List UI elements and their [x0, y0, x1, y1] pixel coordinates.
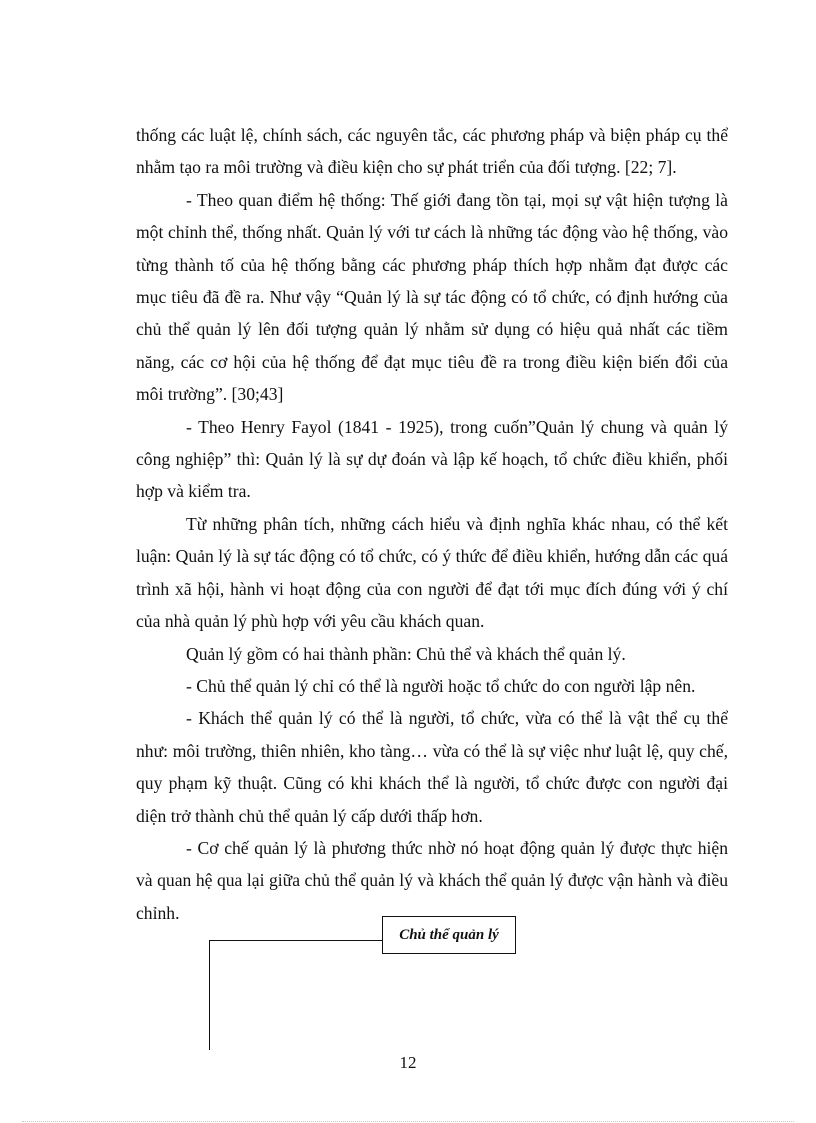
page-number: 12	[399, 1053, 417, 1072]
paragraph-conclusion: Từ những phân tích, những cách hiểu và định nghĩa khác nhau, có thể kết luận: Quản lý là sự tác động có tổ chức, có ý thức để điều khiển, hướng dẫn các quá trình xã hội, hành vi hoạt động của con người để đạt tới mục đích đúng với ý chí của nhà quản lý phù hợp với yêu cầu khách quan.	[136, 513, 728, 632]
page-bottom-divider	[22, 1121, 794, 1122]
diagram-connector-horizontal	[209, 940, 382, 941]
body-text	[136, 119, 728, 929]
paragraph-components: Quản lý gồm có hai thành phần: Chủ thể và khách thể quản lý.	[186, 643, 626, 664]
paragraph-object: - Khách thể quản lý có thể là người, tổ chức, vừa có thể là vật thể cụ thể như: môi trường, thiên nhiên, kho tàng… vừa có thể là sự việc như luật lệ, quy chế, quy phạm kỹ thuật. Cũng có khi khách thể là người, tổ chức được con người đại diện trở thành chủ thể quản lý cấp dưới thấp hơn.	[136, 708, 728, 826]
paragraph-mechanism: - Cơ chế quản lý là phương thức nhờ nó hoạt động quản lý được thực hiện và quan hệ qua lại giữa chủ thể quản lý và khách thể quản lý được vận hành và điều chỉnh.	[136, 837, 728, 923]
paragraph-system-view: - Theo quan điểm hệ thống: Thế giới đang tồn tại, mọi sự vật hiện tượng là một chỉnh thể, thống nhất. Quản lý với tư cách là những tác động vào hệ thống, vào từng thành tố của hệ thống bằng các phương pháp thích hợp nhằm đạt được các mục tiêu đã đề ra. Như vậy “Quản lý là sự tác động có tổ chức, có định hướng của chủ thể quản lý lên đối tượng quản lý nhằm sử dụng có hiệu quả nhất các tiềm năng, các cơ hội của hệ thống để đạt mục tiêu đề ra trong điều kiện biến đổi của môi trường”. [30;43]	[136, 189, 728, 405]
paragraph-henry-fayol: - Theo Henry Fayol (1841 - 1925), trong cuốn”Quản lý chung và quản lý công nghiệp” thì: Quản lý là sự dự đoán và lập kế hoạch, tổ chức điều khiển, phối hợp và kiểm tra.	[136, 416, 728, 502]
diagram-subject-box: Chủ thể quản lý	[382, 916, 516, 954]
diagram-connector-vertical	[209, 940, 210, 1050]
paragraph-subject: - Chủ thể quản lý chỉ có thể là người hoặc tổ chức do con người lập nên.	[186, 675, 696, 696]
paragraph-continuation: thống các luật lệ, chính sách, các nguyên tắc, các phương pháp và biện pháp cụ thể nhằm tạo ra môi trường và điều kiện cho sự phát triển của đối tượng. [22; 7].	[136, 125, 728, 178]
